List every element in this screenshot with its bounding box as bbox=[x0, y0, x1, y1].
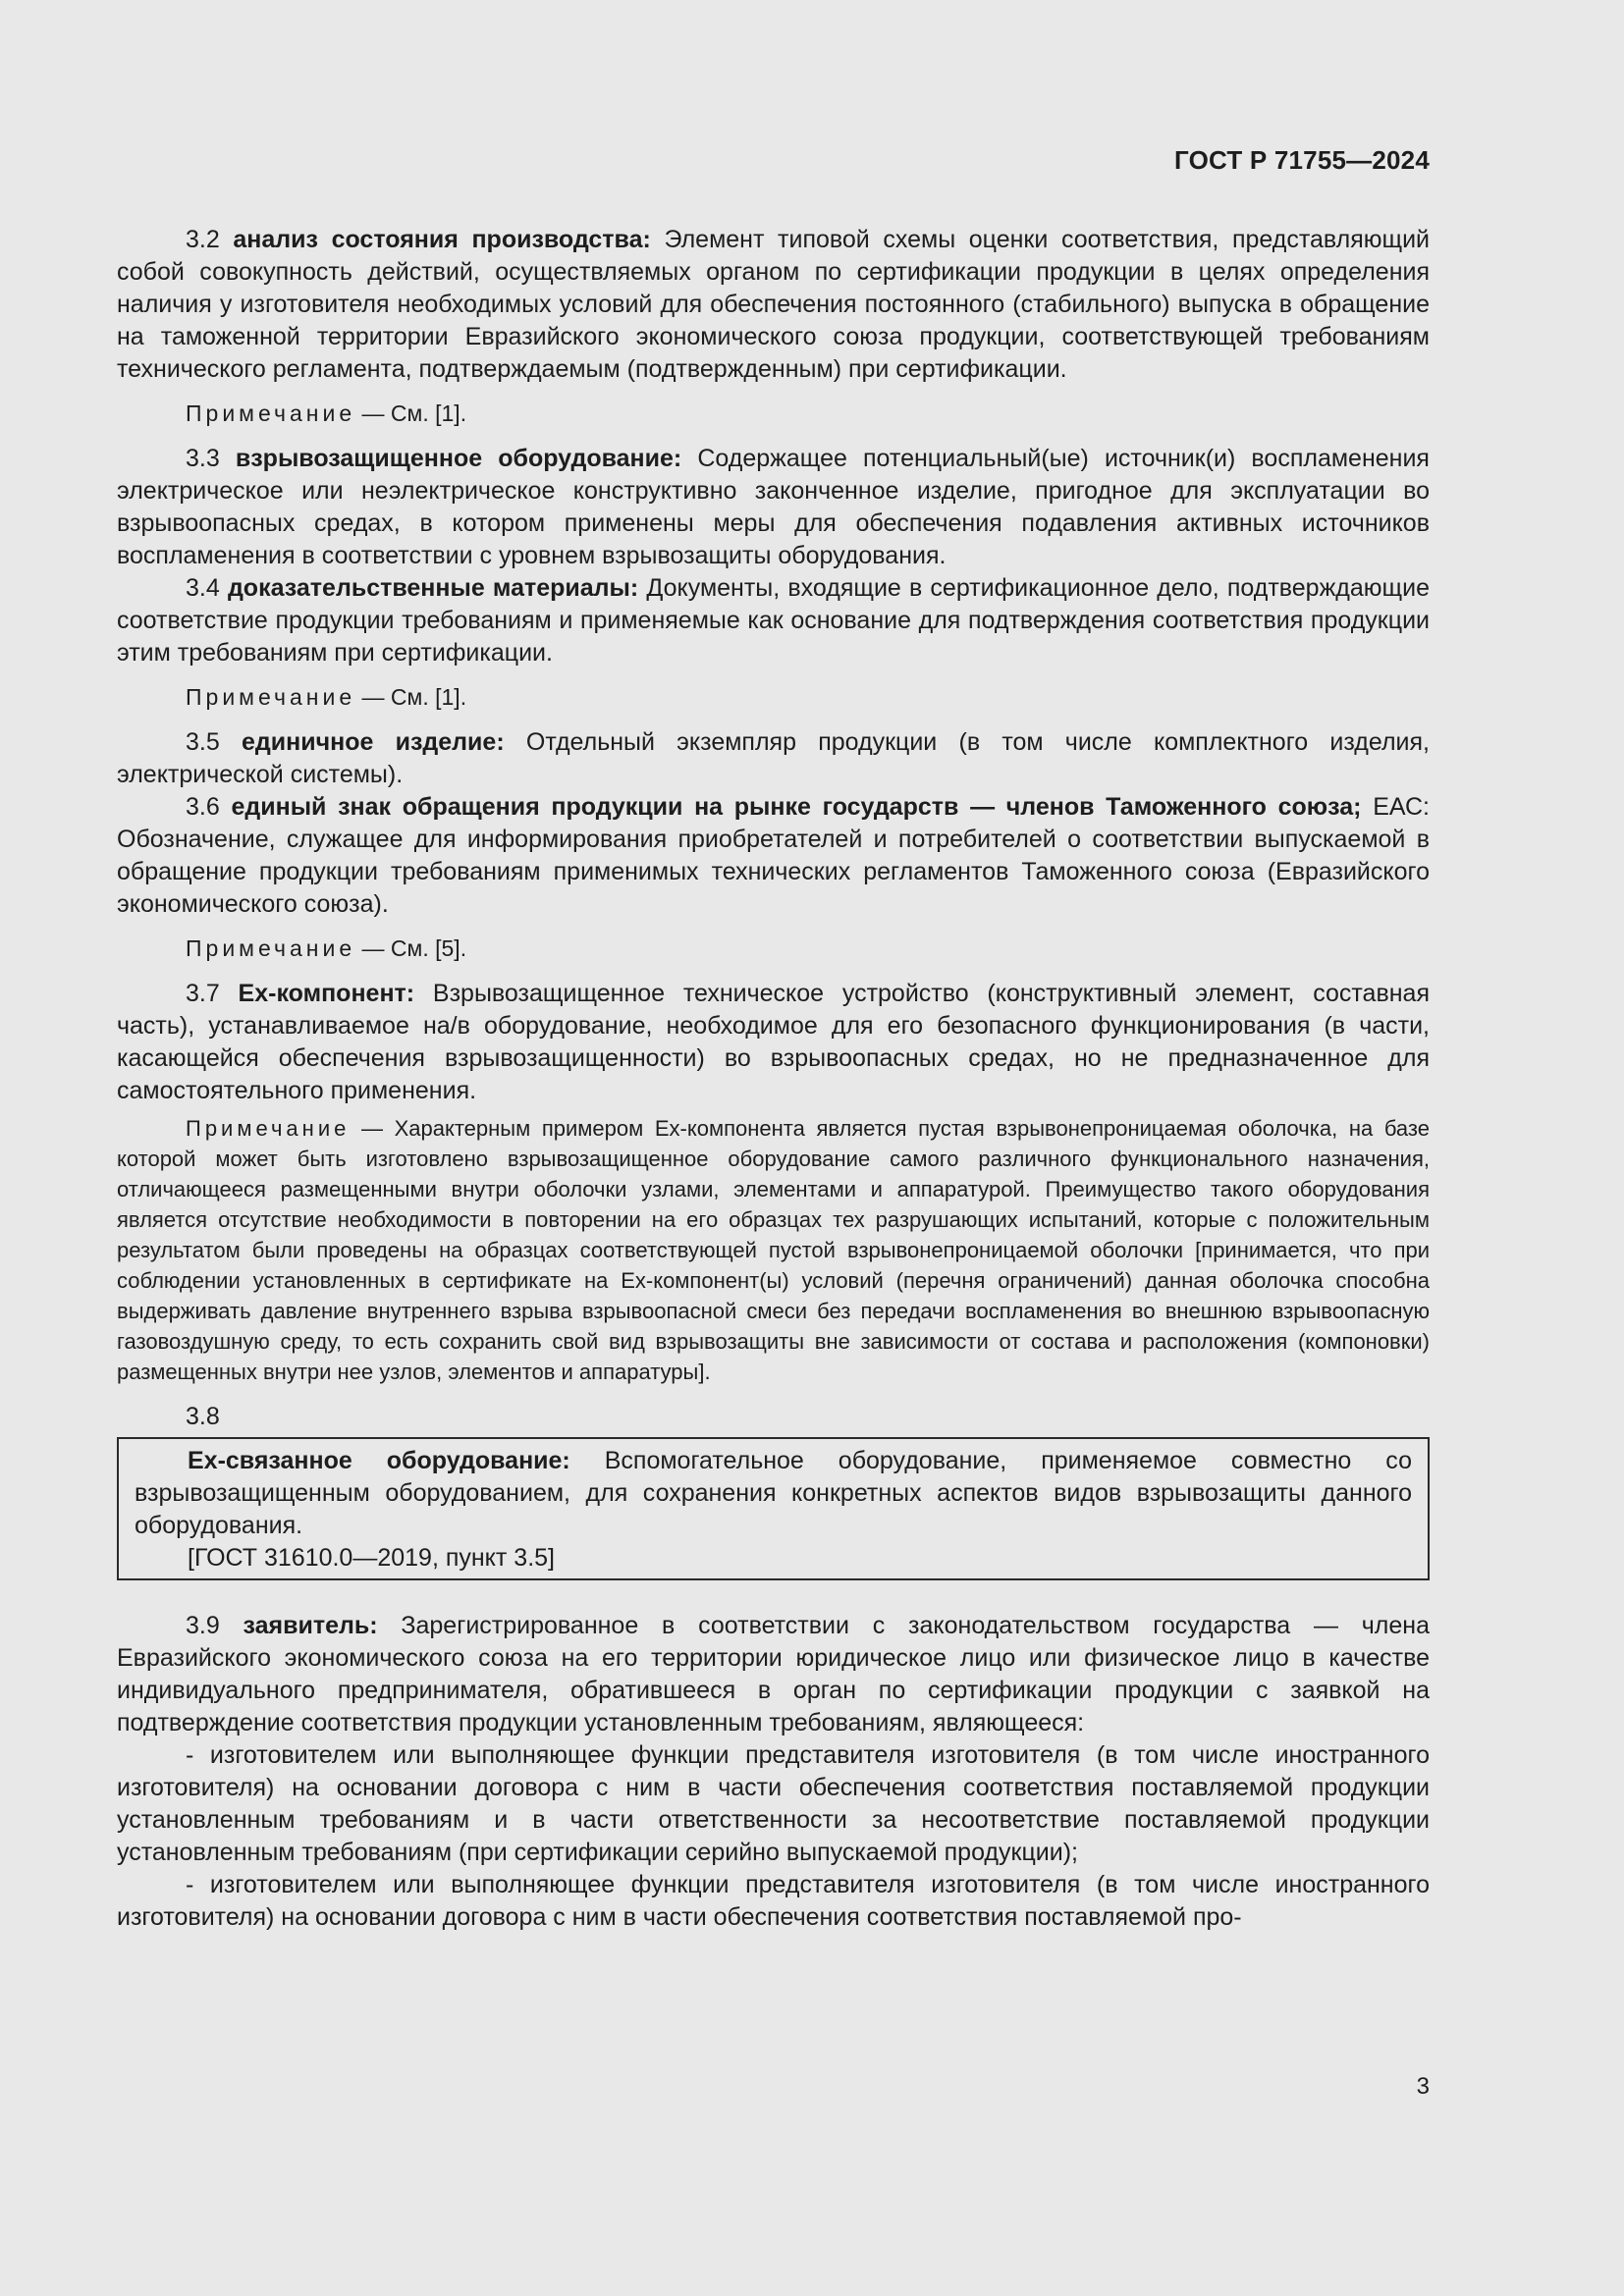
clause-number-3-8: 3.8 bbox=[186, 1403, 220, 1430]
clause-number: 3.3 bbox=[186, 445, 220, 472]
document-body bbox=[117, 224, 1430, 1934]
note-label: Примечание bbox=[186, 1116, 351, 1141]
definition-text: Вспомогательное оборудование, применяемое совместно со взрывозащищенным оборудованием, для сохранения конкретных аспектов видов взрывозащиты данного оборудования. bbox=[135, 1447, 1412, 1539]
definition-text: Зарегистрированное в соответствии с законодательством государства — члена Евразийского экономического союза на его территории юридическое лицо или физическое лицо в качестве индивидуального предпринимателя, обратившееся в орган по сертификации продукции с заявкой на подтверждение соответствия продукции установленным требованиям, являющееся: bbox=[117, 1612, 1430, 1736]
definition-text: Элемент типовой схемы оценки соответствия, представляющий собой совокупность действий, осуществляемых органом по сертификации продукции в целях определения наличия у изготовителя необходимых условий для обеспечения постоянного (стабильного) выпуска в обращение на таможенной территории Евразийского экономического союза продукции, соответствующей требованиям технического регламента, подтверждаемым (подтвержденным) при сертификации. bbox=[117, 226, 1431, 383]
term: Ex-связанное оборудование: bbox=[188, 1447, 570, 1474]
clause-number: 3.4 bbox=[186, 574, 220, 602]
definition-text: Отдельный экземпляр продукции (в том числе комплектного изделия, электрической системы). bbox=[117, 728, 1430, 788]
definition-3-5 bbox=[117, 726, 1430, 791]
term: доказательственные материалы: bbox=[227, 574, 639, 602]
note-text: — Характерным примером Ex-компонента является пустая взрывонепроницаемая оболочка, на базе которой может быть изготовлено взрывозащищенное оборудование самого различного функционального назначения, отличающееся размещенными внутри оболочки узлами, элементами и аппаратурой. Преимущество такого оборудования является отсутствие необходимости в повторении на его образцах тех разрушающих испытаний, которые с положительным результатом были проведены на образцах соответствующей пустой взрывонепроницаемой оболочки [принимается, что при соблюдении установленных в сертификате на Ex-компонент(ы) условий (перечня ограничений) данная оболочка способна выдерживать давление внутреннего взрыва взрывоопасной смеси без передачи воспламенения во внешнюю взрывоопасную газовоздушную среду, то есть сохранить свой вид взрывозащиты вне зависимости от состава и расположения (компоновки) размещенных внутри нее узлов, элементов и аппаратуры]. bbox=[117, 1116, 1430, 1384]
source-reference: [ГОСТ 31610.0—2019, пункт 3.5] bbox=[188, 1544, 555, 1572]
quoted-definition-box bbox=[117, 1437, 1430, 1580]
term: взрывозащищенное оборудование: bbox=[235, 445, 682, 472]
term: Ex-компонент: bbox=[238, 980, 415, 1007]
list-item: - изготовителем или выполняющее функции представителя изготовителя (в том числе иностранного изготовителя) на основании договора с ним в части обеспечения соответствия поставляемой продукции установленным требованиям и в части ответственности за несоответствие поставляемой продукции установленным требованиям (при сертификации серийно выпускаемой продукции); bbox=[117, 1741, 1430, 1866]
note-text: — См. [1]. bbox=[361, 400, 467, 426]
page-number: 3 bbox=[1416, 2073, 1430, 2100]
definition-text: Содержащее потенциальный(ые) источник(и) воспламенения электрическое или неэлектрическое конструктивно законченное изделие, пригодное для эксплуатации во взрывоопасных средах, в котором применены меры для обеспечения подавления активных источников воспламенения в соответствии с уровнем взрывозащиты оборудования. bbox=[117, 445, 1430, 569]
note-text: — См. [1]. bbox=[361, 684, 467, 710]
definition-text: ЕАС: Обозначение, служащее для информирования приобретателей и потребителей о соответствии выпускаемой в обращение продукции требованиям применимых технических регламентов Таможенного союза (Евразийского экономического союза). bbox=[117, 793, 1430, 918]
term: заявитель: bbox=[243, 1612, 378, 1639]
note-label: Примечание bbox=[186, 400, 356, 426]
definition-text: Взрывозащищенное техническое устройство (конструктивный элемент, составная часть), устанавливаемое на/в оборудование, необходимое для его безопасного функционирования (в части, касающейся обеспечения взрывозащищенности) во взрывоопасных средах, но не предназначенное для самостоятельного применения. bbox=[117, 980, 1430, 1104]
definition-3-3 bbox=[117, 443, 1430, 572]
clause-number: 3.2 bbox=[186, 226, 220, 253]
definition-text: Документы, входящие в сертификационное дело, подтверждающие соответствие продукции требованиям и применяемые как основание для подтверждения соответствия продукции этим требованиям при сертификации. bbox=[117, 574, 1430, 667]
definition-3-2 bbox=[117, 224, 1430, 386]
definition-3-8 bbox=[135, 1445, 1412, 1542]
definition-3-7 bbox=[117, 978, 1430, 1107]
clause-number: 3.9 bbox=[186, 1612, 220, 1639]
term: единичное изделие: bbox=[241, 728, 505, 756]
clause-number: 3.5 bbox=[186, 728, 220, 756]
note-label: Примечание bbox=[186, 935, 356, 961]
note-3-6 bbox=[117, 934, 1430, 964]
definition-3-6 bbox=[117, 791, 1430, 921]
note-3-2 bbox=[117, 399, 1430, 429]
clause-number: 3.6 bbox=[186, 793, 220, 821]
term: анализ состояния производства: bbox=[233, 226, 651, 253]
term: единый знак обращения продукции на рынке государств — членов Таможенного союза; bbox=[231, 793, 1362, 821]
note-text: — См. [5]. bbox=[361, 935, 467, 961]
list-item: - изготовителем или выполняющее функции представителя изготовителя (в том числе иностранного изготовителя) на основании договора с ним в части обеспечения соответствия поставляемой про- bbox=[117, 1871, 1430, 1931]
note-3-7 bbox=[117, 1113, 1430, 1387]
definition-3-4 bbox=[117, 572, 1430, 669]
definition-3-9 bbox=[117, 1610, 1430, 1739]
clause-number: 3.7 bbox=[186, 980, 220, 1007]
note-label: Примечание bbox=[186, 684, 356, 710]
document-header: ГОСТ Р 71755—2024 bbox=[1174, 145, 1430, 175]
note-3-4 bbox=[117, 682, 1430, 713]
